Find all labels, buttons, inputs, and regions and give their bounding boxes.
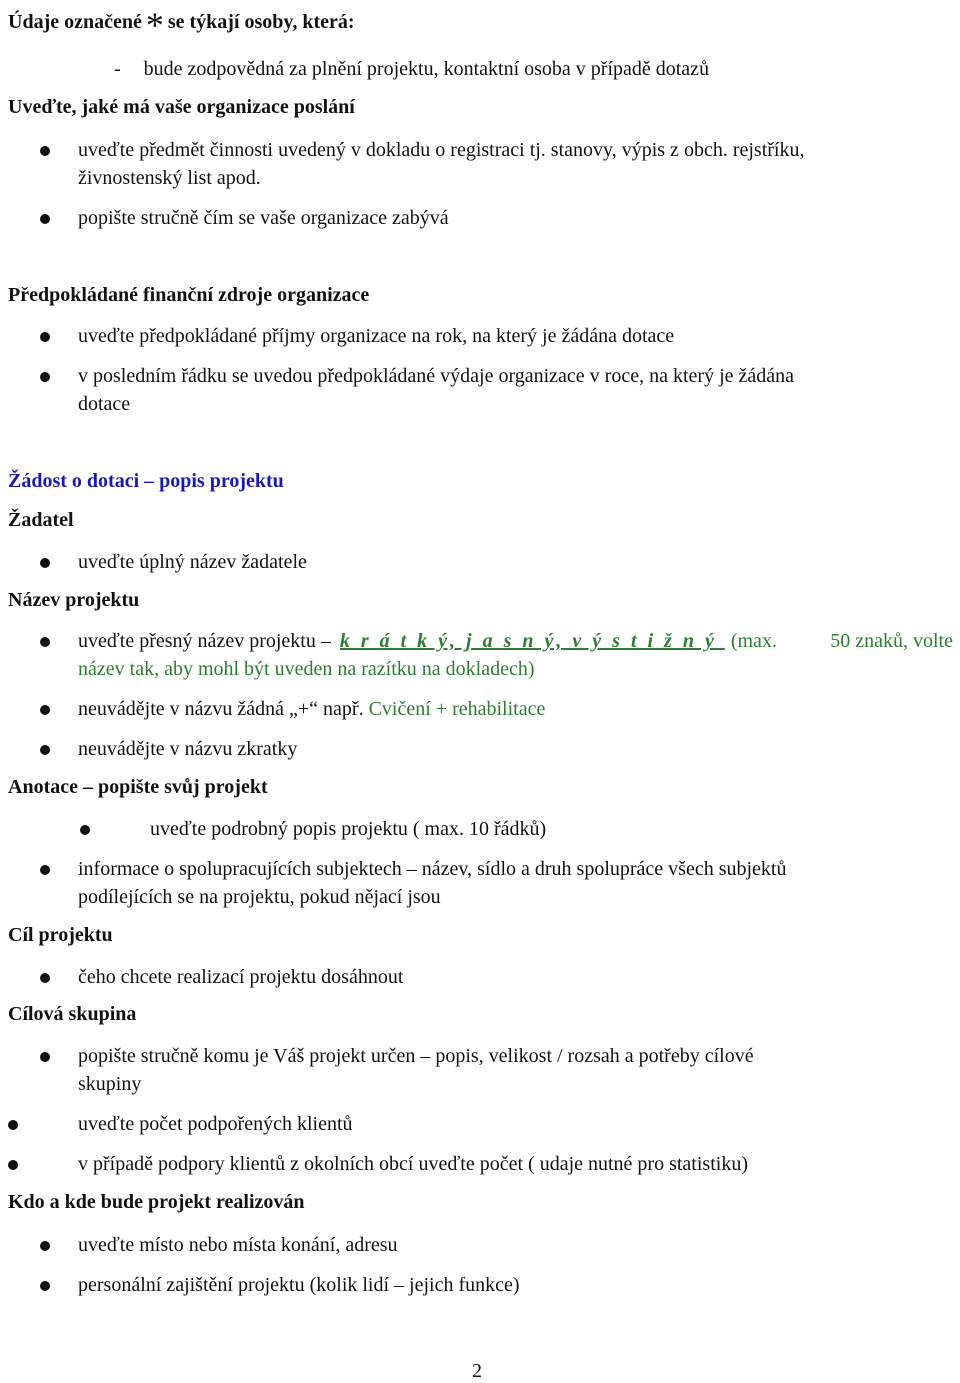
bullet-icon xyxy=(40,1052,50,1062)
list-item-text: v případě podpory klientů z okolních obcí uveďte počet ( udaje nutné pro statistiku) xyxy=(78,1153,748,1175)
list-item-text: dotace xyxy=(78,393,131,415)
bullet-icon xyxy=(8,1120,18,1130)
intro-heading xyxy=(8,4,355,46)
bullet-icon xyxy=(40,705,50,715)
emphasis-text: k r á t k ý, j a s n ý, v ý s t i ž n ý xyxy=(339,630,725,652)
list-item-text: neuvádějte v názvu žádná „+“ např. xyxy=(78,698,364,720)
bullet-icon xyxy=(40,973,50,983)
bullet-icon xyxy=(80,825,90,835)
list-item-text: čeho chcete realizací projektu dosáhnout xyxy=(78,966,404,988)
bullet-icon xyxy=(8,1160,18,1170)
max-note-rest: 50 znaků, volte xyxy=(830,630,953,652)
section-title-zadatel: Žadatel xyxy=(8,509,74,531)
max-note: (max. xyxy=(730,630,777,652)
section-title-poslani: Uveďte, jaké má vaše organizace poslání xyxy=(8,96,355,118)
intro-suffix: se týkají osoby, která: xyxy=(167,11,355,33)
example-text: Cvičení + rehabilitace xyxy=(368,698,546,720)
section-title-nazev: Název projektu xyxy=(8,589,140,611)
list-item-text-row xyxy=(78,695,953,723)
section-title-zadost: Žádost o dotaci – popis projektu xyxy=(8,470,284,492)
section-title-kde: Kdo a kde bude projekt realizován xyxy=(8,1191,305,1213)
bullet-icon xyxy=(40,865,50,875)
list-item-text: personální zajištění projektu (kolik lidí – jejich funkce) xyxy=(78,1274,520,1296)
list-item-text: živnostenský list apod. xyxy=(78,167,261,189)
bullet-icon xyxy=(40,637,50,647)
list-item-text: uveďte místo nebo místa konání, adresu xyxy=(78,1234,398,1256)
list-item-text: uveďte úplný název žadatele xyxy=(78,551,307,573)
bullet-icon xyxy=(40,558,50,568)
bullet-icon xyxy=(40,372,50,382)
list-item-text: uveďte počet podpořených klientů xyxy=(78,1113,353,1135)
list-item-text: podílejících se na projektu, pokud nějací jsou xyxy=(78,886,441,908)
section-title-skupina: Cílová skupina xyxy=(8,1003,137,1025)
bullet-icon xyxy=(40,1281,50,1291)
bullet-icon xyxy=(40,1241,50,1251)
bullet-icon xyxy=(40,146,50,156)
list-item-text: informace o spolupracujících subjektech – název, sídlo a druh spolupráce všech subjektů xyxy=(78,858,787,880)
list-item-text: neuvádějte v názvu zkratky xyxy=(78,738,298,760)
list-item-text: uveďte předmět činnosti uvedený v dokladu o registraci tj. stanovy, výpis z obch. rejstříku, xyxy=(78,139,805,161)
page-number: 2 xyxy=(472,1360,482,1382)
list-item-text: v posledním řádku se uvedou předpokládané výdaje organizace v roce, na který je žádána xyxy=(78,365,795,387)
list-item-text: uveďte podrobný popis projektu ( max. 10 řádků) xyxy=(150,818,547,840)
bullet-icon xyxy=(40,745,50,755)
intro-dash-item xyxy=(114,58,709,81)
list-item-text: popište stručně čím se vaše organizace zabývá xyxy=(78,207,449,229)
intro-dash-text: bude zodpovědná za plnění projektu, kontaktní osoba v případě dotazů xyxy=(143,58,710,80)
list-item-text-row xyxy=(78,627,953,655)
bullet-icon xyxy=(40,332,50,342)
list-item-text: skupiny xyxy=(78,1073,142,1095)
section-title-zdroje: Předpokládané finanční zdroje organizace xyxy=(8,284,370,306)
list-item-text: uveďte předpokládané příjmy organizace na rok, na který je žádána dotace xyxy=(78,325,675,347)
list-item-text: název tak, aby mohl být uveden na razítku na dokladech) xyxy=(78,658,535,680)
list-item-text: popište stručně komu je Váš projekt určen – popis, velikost / rozsah a potřeby cílové xyxy=(78,1045,754,1067)
bullet-icon xyxy=(40,214,50,224)
section-title-cil: Cíl projektu xyxy=(8,924,113,946)
section-title-anotace: Anotace – popište svůj projekt xyxy=(8,776,268,798)
list-item-text: uveďte přesný název projektu – xyxy=(78,630,331,652)
intro-prefix: Údaje označené xyxy=(8,11,142,33)
dash-marker: - xyxy=(114,58,121,80)
asterisk-mark: * xyxy=(145,5,164,45)
